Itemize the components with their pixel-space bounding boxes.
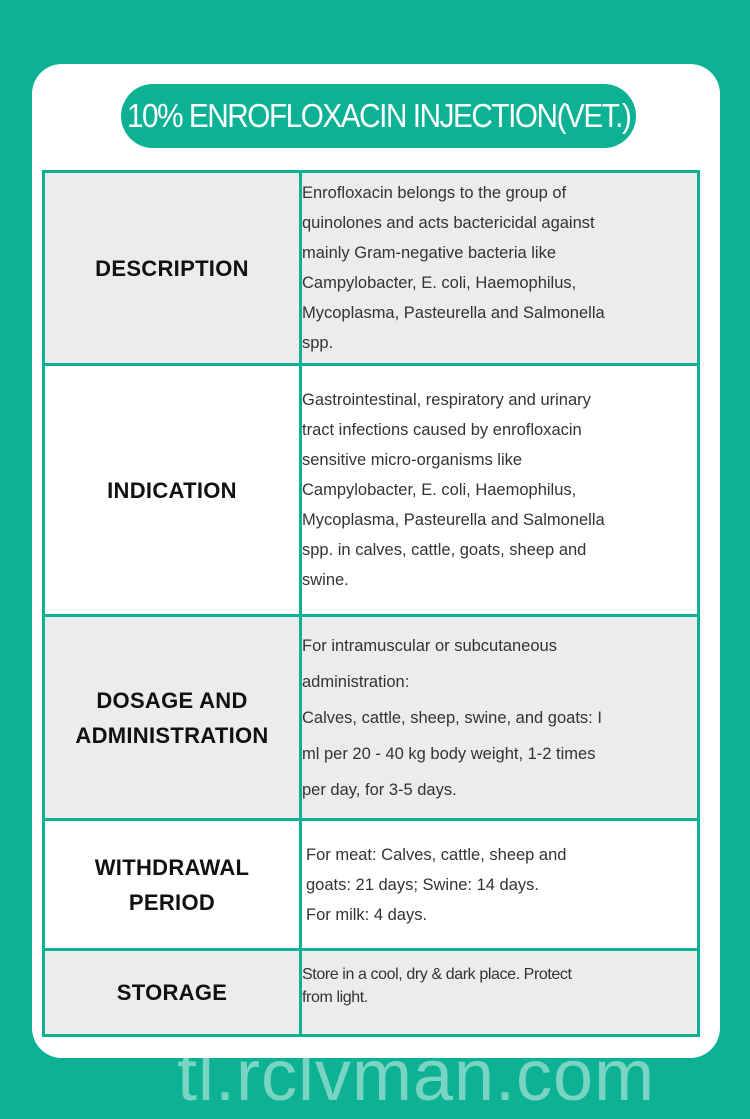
label-line: DOSAGE AND [96,687,248,713]
content-line: administration: [302,672,410,691]
content-line: Campylobacter, E. coli, Haemophilus, [302,274,577,292]
label-line: INDICATION [107,477,237,503]
content-line: spp. in calves, cattle, goats, sheep and [302,541,587,559]
row-content-withdrawal [301,820,699,950]
spec-table [42,170,700,1037]
content-line: tract infections caused by enrofloxacin [302,421,582,439]
content-line: per day, for 3-5 days. [302,780,457,799]
row-label-storage [44,950,301,1036]
content-line: quinolones and acts bactericidal against [302,214,595,232]
table-row-dosage [44,616,699,820]
content-line: swine. [302,571,349,589]
content-line: For milk: 4 days. [306,905,428,924]
label-line: PERIOD [128,889,216,915]
content-line: For meat: Calves, cattle, sheep and [306,845,567,864]
content-line: Mycoplasma, Pasteurella and Salmonella [302,511,605,529]
title-banner [121,84,636,148]
content-line: goats: 21 days; Swine: 14 days. [306,875,539,894]
content-line: Campylobacter, E. coli, Haemophilus, [302,481,577,499]
row-label-withdrawal [44,820,301,950]
row-content-dosage [301,616,699,820]
row-content-description [301,172,699,365]
content-line: For intramuscular or subcutaneous [302,636,557,655]
content-line: Enrofloxacin belongs to the group of [302,184,567,202]
table-row-withdrawal [44,820,699,950]
content-line: Mycoplasma, Pasteurella and Salmonella [302,304,605,322]
table-row-storage [44,950,699,1036]
label-line: WITHDRAWAL [94,854,250,880]
label-line: ADMINISTRATION [75,722,269,748]
content-line: spp. [302,334,334,352]
table-row-indication [44,365,699,616]
row-label-dosage [44,616,301,820]
content-line: from light. [302,988,368,1006]
table-row-description [44,172,699,365]
content-line: ml per 20 - 40 kg body weight, 1-2 times [302,744,596,763]
content-line: Store in a cool, dry & dark place. Protect [302,965,572,983]
label-line: DESCRIPTION [95,255,249,281]
row-content-indication [301,365,699,616]
page-title: 10% ENROFLOXACIN INJECTION(VET.) [126,97,631,134]
row-label-indication [44,365,301,616]
row-content-storage [301,950,699,1036]
content-line: Calves, cattle, sheep, swine, and goats: I [302,708,602,727]
label-line: STORAGE [116,980,228,1005]
row-label-description [44,172,301,365]
content-line: Gastrointestinal, respiratory and urinary [302,391,591,409]
content-line: mainly Gram-negative bacteria like [302,244,557,262]
content-line: sensitive micro-organisms like [302,451,523,469]
watermark: tl.rclvman.com [177,1036,656,1116]
